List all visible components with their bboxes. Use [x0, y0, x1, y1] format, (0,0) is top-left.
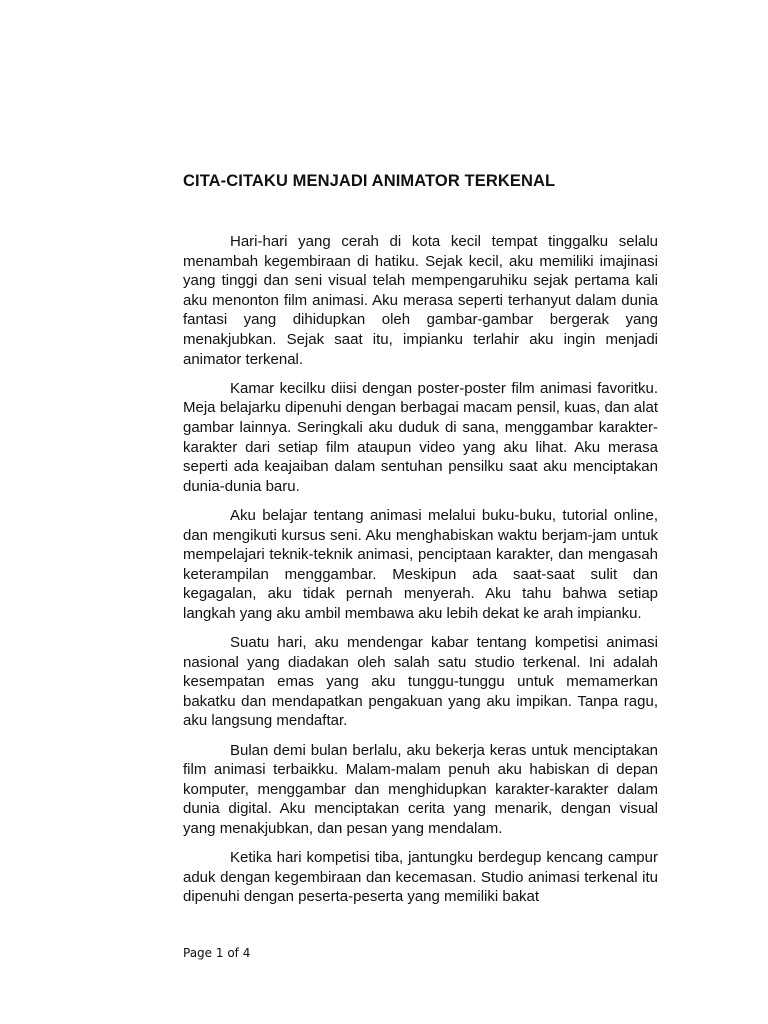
paragraph: Bulan demi bulan berlalu, aku bekerja keras untuk menciptakan film animasi terbaikku. Malam-malam penuh aku habiskan di depan komputer, menggambar dan menghidupkan karakter-karakter dalam dunia digital. Aku menciptakan cerita yang menarik, dengan visual yang menakjubkan, dan pesan yang mendalam.	[183, 741, 658, 837]
page-number: Page 1 of 4	[183, 946, 251, 960]
paragraph: Ketika hari kompetisi tiba, jantungku berdegup kencang campur aduk dengan kegembiraan dan kecemasan. Studio animasi terkenal itu dipenuhi dengan peserta-peserta yang memiliki bakat	[183, 849, 658, 906]
paragraph: Aku belajar tentang animasi melalui buku-buku, tutorial online, dan mengikuti kursus seni. Aku menghabiskan waktu berjam-jam untuk mempelajari teknik-teknik animasi, penciptaan karakter, dan mengasah keterampilan menggambar. Meskipun ada saat-saat sulit dan kegagalan, aku tidak pernah menyerah. Aku tahu bahwa setiap langkah yang aku ambil membawa aku lebih dekat ke arah impianku.	[183, 506, 658, 622]
paragraph: Suatu hari, aku mendengar kabar tentang kompetisi animasi nasional yang diadakan oleh salah satu studio terkenal. Ini adalah kesempatan emas yang aku tunggu-tunggu untuk memamerkan bakatku dan mendapatkan pengakuan yang aku impikan. Tanpa ragu, aku langsung mendaftar.	[183, 634, 658, 730]
paragraph: Kamar kecilku diisi dengan poster-poster film animasi favoritku. Meja belajarku dipenuhi dengan berbagai macam pensil, kuas, dan alat gambar lainnya. Seringkali aku duduk di sana, menggambar karakter-karakter dari setiap film ataupun video yang aku lihat. Aku merasa seperti ada keajaiban dalam sentuhan pensilku saat aku menciptakan dunia-dunia baru.	[183, 379, 658, 495]
document-title: CITA-CITAKU MENJADI ANIMATOR TERKENAL	[183, 172, 556, 190]
paragraph: Hari-hari yang cerah di kota kecil tempat tinggalku selalu menambah kegembiraan di hatiku. Sejak kecil, aku memiliki imajinasi yang tinggi dan seni visual telah mempengaruhiku sejak pertama kali aku menonton film animasi. Aku merasa seperti terhanyut dalam dunia fantasi yang dihidupkan oleh gambar-gambar bergerak yang menakjubkan. Sejak saat itu, impianku terlahir aku ingin menjadi animator terkenal.	[183, 233, 658, 368]
document-body	[183, 232, 658, 917]
